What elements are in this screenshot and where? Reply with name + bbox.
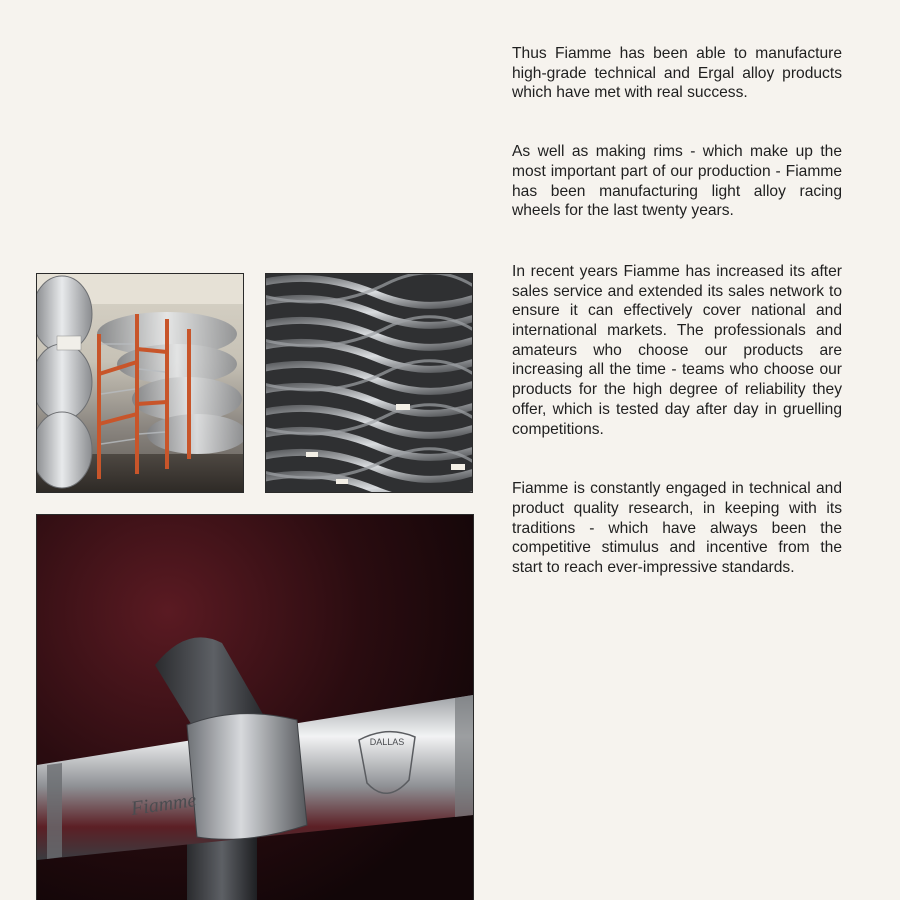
paragraph-2: As well as making rims - which make up the most important part of our production - Fiamme has been manufacturing light alloy racing wheels for the last twenty years. (512, 143, 842, 220)
handlebar-photo (36, 514, 474, 900)
paragraph-1: Thus Fiamme has been able to manufacture high-grade technical and Ergal alloy products which have met with real success. (512, 45, 842, 102)
paragraph-4: Fiamme is constantly engaged in technical and product quality research, in keeping with its traditions - which have always been the competitive stimulus and incentive from the start to reach ever-impressive standards. (512, 480, 842, 577)
handlebar-illustration (37, 515, 473, 900)
shield-text: DALLAS (369, 737, 405, 747)
body-text-column (512, 44, 842, 617)
paragraph-3: In recent years Fiamme has increased its after sales service and extended its sales network to ensure it can effectively cover national and international markets. The professionals and amateurs who choose our products are increasing all the time - teams who choose our products for the high degree of reliability they offer, which is tested day after day in gruelling competitions. (512, 262, 842, 438)
rims-photo (265, 273, 473, 493)
rims-illustration (266, 274, 472, 492)
warehouse-illustration (37, 274, 243, 492)
brand-engraving: Fiamme (129, 789, 198, 820)
warehouse-photo (36, 273, 244, 493)
